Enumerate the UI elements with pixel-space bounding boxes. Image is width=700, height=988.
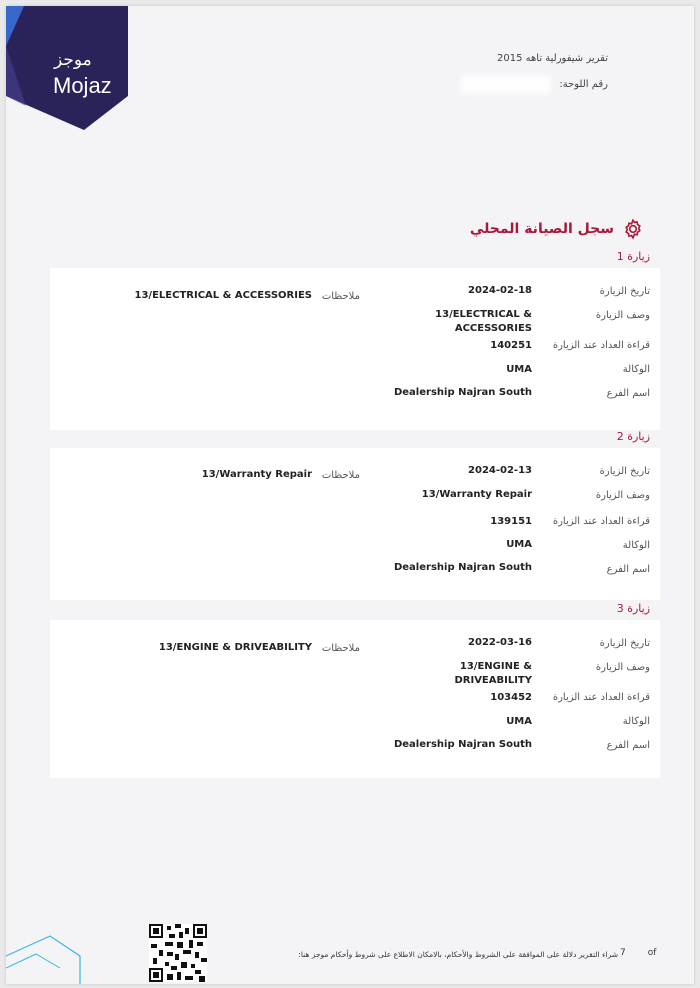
value-date: 2024-02-18 [468, 285, 532, 296]
label-notes: ملاحظات [321, 291, 360, 302]
label-description: وصف الزيارة [595, 662, 650, 673]
value-description: 13/Warranty Repair [421, 489, 532, 500]
label-notes: ملاحظات [321, 643, 360, 654]
label-notes: ملاحظات [321, 470, 360, 481]
report-page [6, 6, 694, 984]
label-branch: اسم الفرع [606, 388, 650, 399]
visit-card [50, 620, 660, 778]
page-of: of [647, 948, 657, 958]
value-odometer: 103452 [490, 692, 532, 703]
label-date: تاريخ الزيارة [599, 638, 650, 649]
value-notes: 13/ENGINE & DRIVEABILITY [158, 642, 312, 653]
footer-terms: شراء التقرير دلالة على الموافقة على الشروط والأحكام، بالامكان الاطلاع على شروط وأحكام موجز هنا: [298, 950, 618, 959]
label-branch: اسم الفرع [606, 564, 650, 575]
label-odometer: قراءة العداد عند الزيارة [552, 692, 650, 703]
value-odometer: 139151 [490, 516, 532, 527]
value-date: 2022-03-16 [468, 637, 532, 648]
visit-label: زيارة 1 [616, 250, 650, 263]
visit-card [50, 268, 660, 430]
value-notes: 13/ELECTRICAL & ACCESSORIES [134, 290, 312, 301]
visit-label: زيارة 2 [616, 430, 650, 443]
value-agency: UMA [506, 364, 532, 375]
label-description: وصف الزيارة [595, 310, 650, 321]
logo-text-english: Mojaz [53, 73, 112, 98]
plate-row [461, 72, 608, 98]
gear-icon [622, 218, 644, 240]
page-current: 7 [620, 948, 626, 958]
value-description: 13/ENGINE & DRIVEABILITY [454, 661, 532, 686]
page-number [620, 948, 656, 958]
visit-label: زيارة 3 [616, 602, 650, 615]
visit-card [50, 448, 660, 600]
label-date: تاريخ الزيارة [599, 466, 650, 477]
footer-decoration [6, 916, 96, 984]
label-branch: اسم الفرع [606, 740, 650, 751]
value-branch: Dealership Najran South [393, 562, 532, 573]
report-header [461, 46, 608, 98]
label-date: تاريخ الزيارة [599, 286, 650, 297]
value-notes: 13/Warranty Repair [201, 469, 312, 480]
value-branch: Dealership Najran South [393, 739, 532, 750]
label-description: وصف الزيارة [595, 490, 650, 501]
logo-text-arabic: موجز [54, 50, 92, 70]
value-agency: UMA [506, 716, 532, 727]
section-title-text: سجل الصيانة المحلي [469, 221, 614, 237]
value-description: 13/ELECTRICAL & ACCESSORIES [435, 309, 532, 334]
label-odometer: قراءة العداد عند الزيارة [552, 516, 650, 527]
qr-code[interactable] [149, 924, 207, 982]
value-branch: Dealership Najran South [393, 387, 532, 398]
value-agency: UMA [506, 539, 532, 550]
plate-label: رقم اللوحة: [559, 79, 608, 90]
label-agency: الوكالة [622, 540, 650, 551]
plate-value-redacted [461, 76, 551, 94]
label-agency: الوكالة [622, 364, 650, 375]
value-date: 2024-02-13 [468, 465, 532, 476]
section-title [470, 218, 644, 240]
label-agency: الوكالة [622, 716, 650, 727]
label-odometer: قراءة العداد عند الزيارة [552, 340, 650, 351]
report-title: تقرير شيفورلية تاهه 2015 [497, 53, 608, 64]
value-odometer: 140251 [490, 340, 532, 351]
